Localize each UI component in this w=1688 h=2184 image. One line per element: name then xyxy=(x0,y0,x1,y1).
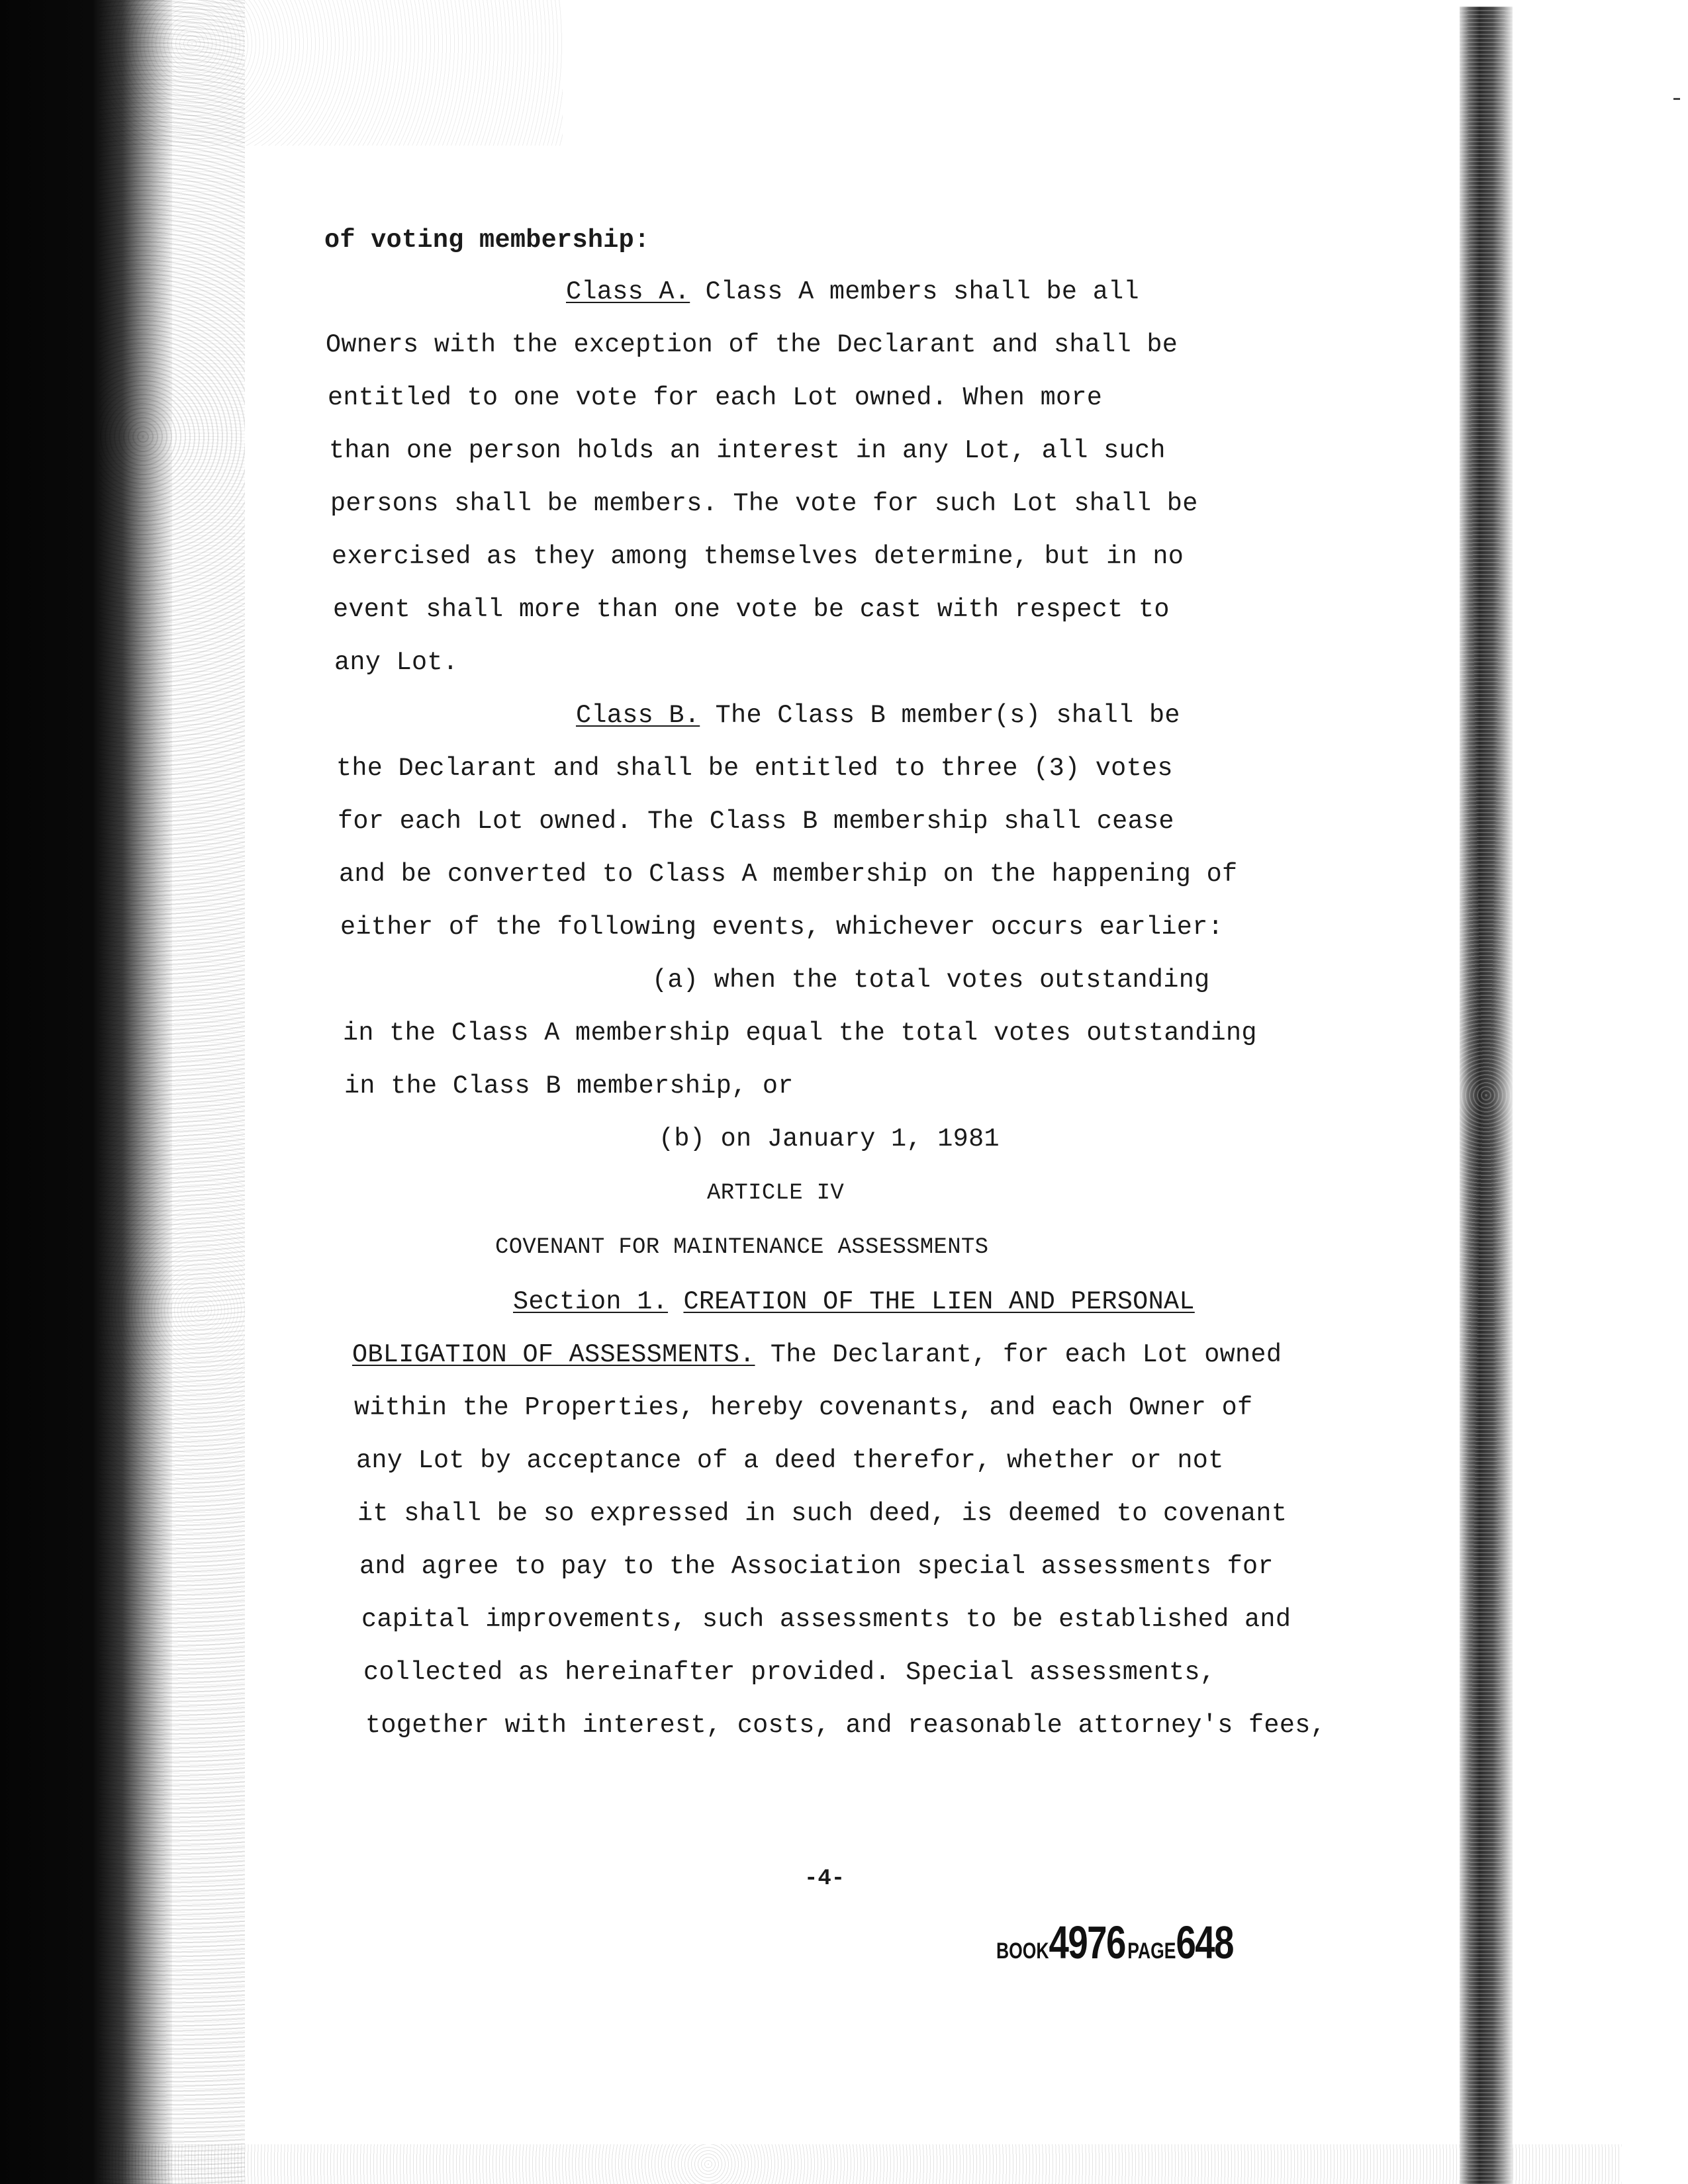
section-heading: CREATION OF THE LIEN AND PERSONAL xyxy=(683,1287,1195,1316)
text-span: The Class B member(s) shall be xyxy=(715,701,1180,730)
text-line: for each Lot owned. The Class B membership shall cease xyxy=(338,807,1174,836)
heading-class-a: Class A. xyxy=(566,277,690,306)
text-line: of voting membership: xyxy=(324,226,650,255)
text-span: Class A members shall be all xyxy=(705,277,1139,306)
article-heading: ARTICLE IV xyxy=(707,1181,845,1206)
margin-mark xyxy=(1673,98,1680,100)
text-line: than one person holds an interest in any Lot, all such xyxy=(329,436,1166,465)
page-number: -4- xyxy=(804,1866,845,1891)
text-line: within the Properties, hereby covenants, and each Owner of xyxy=(354,1393,1253,1422)
stamp-page-number: 648 xyxy=(1176,1917,1233,1968)
text-line: together with interest, costs, and reasonable attorney's fees, xyxy=(365,1711,1327,1740)
text-line: Owners with the exception of the Declarant and shall be xyxy=(326,330,1178,359)
text-line: any Lot. xyxy=(334,648,459,677)
text-line xyxy=(352,1340,1282,1370)
scan-bottom-noise xyxy=(99,2144,1622,2184)
stamp-book-label: BOOK xyxy=(996,1938,1049,1964)
text-line: persons shall be members. The vote for such Lot shall be xyxy=(330,489,1198,518)
section-label: Section 1. xyxy=(513,1287,669,1316)
text-line: capital improvements, such assessments to be established and xyxy=(361,1605,1291,1634)
text-line: exercised as they among themselves determine, but in no xyxy=(332,542,1184,571)
text-line xyxy=(576,700,1180,731)
text-line: in the Class A membership equal the total votes outstanding xyxy=(343,1019,1257,1048)
text-line: the Declarant and shall be entitled to three (3) votes xyxy=(336,754,1173,783)
text-line xyxy=(513,1287,1195,1317)
text-line xyxy=(566,277,1139,307)
text-line: entitled to one vote for each Lot owned. When more xyxy=(328,383,1103,412)
text-line: either of the following events, whichever occurs earlier: xyxy=(340,913,1224,942)
text-line: it shall be so expressed in such deed, is deemed to covenant xyxy=(357,1499,1288,1528)
text-line: and agree to pay to the Association special assessments for xyxy=(359,1552,1274,1581)
text-line: and be converted to Class A membership on the happening of xyxy=(339,860,1238,889)
stamp-page-label: PAGE xyxy=(1127,1938,1176,1964)
heading-class-b: Class B. xyxy=(576,701,700,730)
stamp-book-number: 4976 xyxy=(1049,1917,1125,1968)
section-heading-continued: OBLIGATION OF ASSESSMENTS. xyxy=(352,1340,755,1369)
text-line: collected as hereinafter provided. Special assessments, xyxy=(363,1658,1216,1687)
scan-right-noise xyxy=(1460,7,1513,2184)
text-line: (b) on January 1, 1981 xyxy=(659,1124,1000,1154)
text-span: The Declarant, for each Lot owned xyxy=(770,1340,1282,1369)
scan-left-noise xyxy=(99,0,245,2184)
text-line: any Lot by acceptance of a deed therefor, whether or not xyxy=(356,1446,1224,1475)
section-title: COVENANT FOR MAINTENANCE ASSESSMENTS xyxy=(495,1235,989,1260)
scan-top-noise xyxy=(99,0,563,146)
text-line: event shall more than one vote be cast with respect to xyxy=(333,595,1170,624)
text-line: in the Class B membership, or xyxy=(344,1071,794,1101)
book-page-stamp xyxy=(996,1916,1233,1969)
text-line: (a) when the total votes outstanding xyxy=(652,966,1210,995)
